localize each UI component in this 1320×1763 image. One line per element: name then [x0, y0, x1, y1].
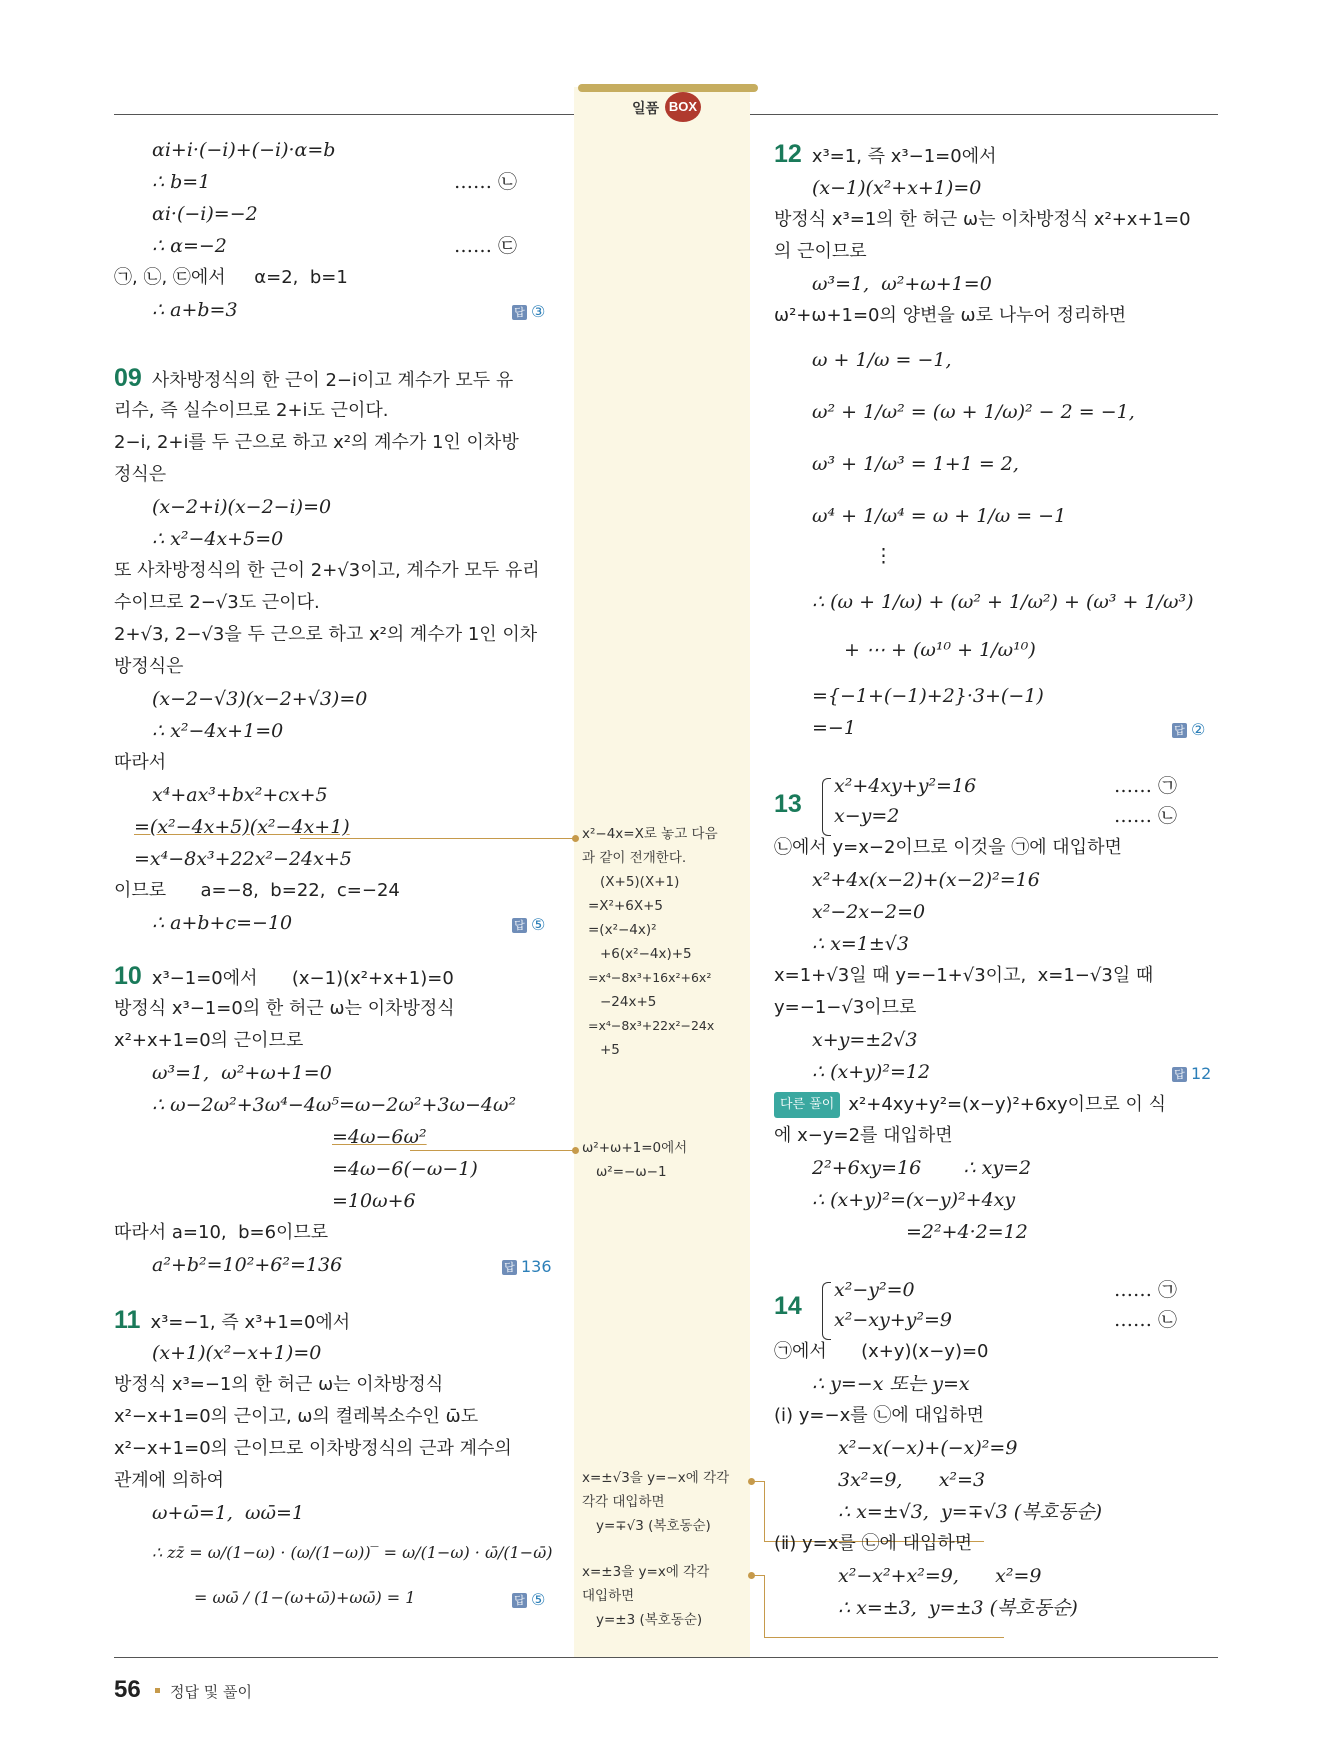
- problem-13-line: =2²+4·2=12: [906, 1221, 1028, 1243]
- note-line: +5: [600, 1042, 620, 1058]
- problem-09-line: ∴ a+b+c=−10: [152, 912, 293, 934]
- problem-11-line: 관계에 의하여: [114, 1470, 225, 1491]
- mark-2: …… ㉡: [454, 171, 518, 193]
- note-line: 각각 대입하면: [582, 1494, 665, 1510]
- answer-top: 답 ③: [512, 302, 545, 321]
- problem-09-line: 수이므로 2−√3도 근이다.: [114, 592, 320, 613]
- note-line: x²−4x=X로 놓고 다음: [582, 826, 718, 842]
- problem-13-number: 13: [774, 790, 802, 818]
- answer-10: 답 136: [502, 1257, 552, 1276]
- note-line: =x⁴−8x³+16x²+6x²: [588, 970, 712, 985]
- problem-13-line: x−y=2: [834, 805, 900, 827]
- note-line: =X²+6X+5: [588, 898, 664, 914]
- mark-2: …… ㉡: [1114, 1309, 1178, 1331]
- alt-solution-badge: 다른 풀이: [774, 1092, 840, 1118]
- problem-10-line: x²+x+1=0의 근이므로: [114, 1030, 304, 1051]
- problem-13-line: ㉡에서 y=x−2이므로 이것을 ㉠에 대입하면: [774, 837, 1122, 858]
- note-line: 과 같이 전개한다.: [582, 850, 687, 866]
- problem-09-line: =(x²−4x+5)(x²−4x+1): [134, 816, 350, 838]
- eq-line: ㉠, ㉡, ㉢에서 α=2, b=1: [114, 267, 348, 288]
- note-line: (X+5)(X+1): [600, 874, 680, 890]
- problem-10-line: 따라서 a=10, b=6이므로: [114, 1222, 329, 1243]
- problem-14-line: ㉠에서 (x+y)(x−y)=0: [774, 1341, 989, 1362]
- problem-10-line: ∴ ω−2ω²+3ω⁴−4ω⁵=ω−2ω²+3ω−4ω²: [152, 1094, 517, 1116]
- note-line: =(x²−4x)²: [588, 922, 657, 938]
- problem-09-line: 정식은: [114, 464, 167, 485]
- note-three: [582, 1560, 709, 1632]
- problem-12-line: =−1: [812, 717, 856, 739]
- problem-13-line: x+y=±2√3: [812, 1029, 918, 1051]
- problem-number: 10: [114, 962, 142, 990]
- problem-09-line: (x−2+i)(x−2−i)=0: [152, 496, 332, 518]
- problem-11-line: 11 x³=−1, 즉 x³+1=0에서: [114, 1306, 351, 1334]
- note-expansion: [582, 822, 718, 1062]
- note-line: y=∓√3 (복호동순): [596, 1518, 711, 1534]
- leader-dot: [572, 835, 579, 842]
- note-line: y=±3 (복호동순): [596, 1612, 703, 1628]
- note-omega: [582, 1136, 687, 1184]
- problem-10-line: 방정식 x³−1=0의 한 허근 ω는 이차방정식: [114, 998, 455, 1019]
- problem-10-line: =10ω+6: [332, 1190, 416, 1212]
- eq-line: ∴ α=−2: [152, 235, 227, 257]
- problem-13-line: x²+4xy+y²=16: [834, 775, 977, 797]
- note-line: x=±√3을 y=−x에 각각: [582, 1470, 730, 1486]
- problem-09-line: 이므로 a=−8, b=22, c=−24: [114, 880, 400, 901]
- problem-12-line: ω⁴ + 1/ω⁴ = ω + 1/ω = −1: [812, 505, 1067, 527]
- problem-14-line: x²−x(−x)+(−x)²=9: [838, 1437, 1018, 1459]
- header-title: 일품: [632, 101, 660, 117]
- problem-14-line: (ⅱ) y=x를 ㉡에 대입하면: [774, 1533, 973, 1554]
- problem-number: 12: [774, 140, 802, 168]
- leader-line: [752, 1481, 765, 1542]
- answer-icon: 답: [512, 918, 527, 933]
- problem-14-line: x²−y²=0: [834, 1279, 915, 1301]
- problem-11-line: x²−x+1=0의 근이고, ω의 켤레복소수인 ω̄도: [114, 1406, 479, 1427]
- page-number: 56: [114, 1676, 141, 1703]
- problem-13-line: x²−2x−2=0: [812, 901, 926, 923]
- answer-icon: 답: [502, 1260, 517, 1275]
- problem-09-line: =x⁴−8x³+22x²−24x+5: [134, 848, 352, 870]
- problem-14-line: ∴ x=±√3, y=∓√3 (복호동순): [838, 1501, 1103, 1523]
- problem-09-line: x⁴+ax³+bx²+cx+5: [152, 784, 328, 806]
- problem-10-line: 10 x³−1=0에서 (x−1)(x²+x+1)=0: [114, 962, 454, 990]
- problem-11-line: 방정식 x³=−1의 한 허근 ω는 이차방정식: [114, 1374, 444, 1395]
- answer-09: 답 ⑤: [512, 915, 545, 934]
- problem-number: 11: [114, 1306, 141, 1334]
- problem-11-line: (x+1)(x²−x+1)=0: [152, 1342, 322, 1364]
- problem-14-line: ∴ x=±3, y=±3 (복호동순): [838, 1597, 1078, 1619]
- leader-line: [752, 1575, 765, 1638]
- problem-12-line: 12 x³=1, 즉 x³−1=0에서: [774, 140, 997, 168]
- footer-bullet: [155, 1688, 160, 1693]
- problem-13-line: ∴ (x+y)²=12: [812, 1061, 931, 1083]
- problem-number: 09: [114, 364, 142, 392]
- mark-1: …… ㉠: [1114, 1279, 1178, 1301]
- problem-14-line: 3x²=9, x²=3: [838, 1469, 986, 1491]
- eq-line: ∴ a+b=3: [152, 299, 238, 321]
- brace-13: [822, 778, 831, 836]
- note-line: ω²+ω+1=0에서: [582, 1140, 688, 1156]
- problem-09-line: ∴ x²−4x+1=0: [152, 720, 284, 742]
- problem-13-line: x²+4x(x−2)+(x−2)²=16: [812, 869, 1040, 891]
- note-line: −24x+5: [600, 994, 657, 1010]
- problem-12-line: ω³=1, ω²+ω+1=0: [812, 273, 992, 295]
- footer-rule: [114, 1657, 1218, 1658]
- problem-12-line: ω² + 1/ω² = (ω + 1/ω)² − 2 = −1,: [812, 401, 1135, 423]
- problem-12-line: + ⋯ + (ω¹⁰ + 1/ω¹⁰): [844, 639, 1036, 661]
- problem-12-line: ={−1+(−1)+2}·3+(−1): [812, 685, 1044, 707]
- problem-12-line: (x−1)(x²+x+1)=0: [812, 177, 982, 199]
- answer-icon: 답: [512, 305, 527, 320]
- note-line: ω²=−ω−1: [596, 1164, 667, 1180]
- problem-11-line: ω+ω̄=1, ωω̄=1: [152, 1502, 305, 1524]
- answer-11: 답 ⑤: [512, 1590, 545, 1609]
- problem-12-line: ω + 1/ω = −1,: [812, 349, 952, 371]
- problem-10-line: a²+b²=10²+6²=136: [152, 1254, 343, 1276]
- problem-09-line: 2−i, 2+i를 두 근으로 하고 x²의 계수가 1인 이차방: [114, 432, 519, 453]
- problem-13-line: x=1+√3일 때 y=−1+√3이고, x=1−√3일 때: [774, 965, 1154, 986]
- eq-line: αi·(−i)=−2: [152, 203, 258, 225]
- problem-09-line: (x−2−√3)(x−2+√3)=0: [152, 688, 368, 710]
- mark-1: …… ㉠: [1114, 775, 1178, 797]
- problem-10-line: =4ω−6(−ω−1): [332, 1158, 478, 1180]
- answer-icon: 답: [512, 1593, 527, 1608]
- problem-12-line: ⋮: [874, 545, 893, 567]
- problem-12-line: 의 근이므로: [774, 241, 867, 262]
- problem-10-line: =4ω−6ω²: [332, 1126, 427, 1148]
- leader-line: [300, 838, 576, 839]
- problem-09-line: 리수, 즉 실수이므로 2+i도 근이다.: [114, 400, 389, 421]
- problem-11-line: ∴ zz̄ = ω/(1−ω) · (ω/(1−ω))‾ = ω/(1−ω) · ω̄/(1−ω̄): [152, 1543, 553, 1562]
- problem-09-line: 또 사차방정식의 한 근이 2+√3이고, 계수가 모두 유리: [114, 560, 540, 581]
- problem-11-line: x²−x+1=0의 근이므로 이차방정식의 근과 계수의: [114, 1438, 512, 1459]
- problem-13-line: ∴ (x+y)²=(x−y)²+4xy: [812, 1189, 1016, 1211]
- problem-12-line: 방정식 x³=1의 한 허근 ω는 이차방정식 x²+x+1=0: [774, 209, 1191, 230]
- header-badge: BOX: [665, 92, 701, 122]
- problem-12-line: ω³ + 1/ω³ = 1+1 = 2,: [812, 453, 1019, 475]
- problem-13-line: y=−1−√3이므로: [774, 997, 917, 1018]
- leader-dot: [572, 1147, 579, 1154]
- problem-13-line: 다른 풀이 x²+4xy+y²=(x−y)²+6xy이므로 이 식: [774, 1092, 1166, 1118]
- answer-icon: 답: [1172, 1067, 1187, 1082]
- note-line: x=±3을 y=x에 각각: [582, 1564, 710, 1580]
- problem-14-line: x²−x²+x²=9, x²=9: [838, 1565, 1042, 1587]
- header-tab: [578, 84, 758, 92]
- problem-14-line: (ⅰ) y=−x를 ㉡에 대입하면: [774, 1405, 985, 1426]
- brace-14: [822, 1282, 831, 1340]
- problem-12-line: ω²+ω+1=0의 양변을 ω로 나누어 정리하면: [774, 305, 1127, 326]
- problem-13-line: 2²+6xy=16 ∴ xy=2: [812, 1157, 1032, 1179]
- mark-2: …… ㉡: [1114, 805, 1178, 827]
- note-line: 대입하면: [582, 1588, 635, 1604]
- problem-14-number: 14: [774, 1292, 802, 1320]
- footer-title: 정답 및 풀이: [170, 1683, 252, 1701]
- problem-09-line: 09 사차방정식의 한 근이 2−i이고 계수가 모두 유: [114, 364, 514, 392]
- problem-13-line: ∴ x=1±√3: [812, 933, 909, 955]
- answer-icon: 답: [1172, 723, 1187, 738]
- problem-09-line: 방정식은: [114, 656, 184, 677]
- eq-line: αi+i·(−i)+(−i)·α=b: [152, 139, 336, 161]
- problem-09-line: ∴ x²−4x+5=0: [152, 528, 284, 550]
- problem-13-line: 에 x−y=2를 대입하면: [774, 1125, 953, 1146]
- problem-09-line: 따라서: [114, 752, 167, 773]
- note-line: +6(x²−4x)+5: [600, 946, 692, 962]
- problem-11-line: = ωω̄ / (1−(ω+ω̄)+ωω̄) = 1: [194, 1588, 416, 1607]
- eq-line: ∴ b=1: [152, 171, 211, 193]
- note-sqrt3: [582, 1466, 729, 1538]
- problem-09-line: 2+√3, 2−√3을 두 근으로 하고 x²의 계수가 1인 이차: [114, 624, 538, 645]
- answer-13: 답 12: [1172, 1064, 1211, 1083]
- note-line: =x⁴−8x³+22x²−24x: [588, 1018, 715, 1033]
- problem-10-line: ω³=1, ω²+ω+1=0: [152, 1062, 332, 1084]
- mark-3: …… ㉢: [454, 235, 518, 257]
- leader-line: [764, 1637, 1004, 1638]
- answer-12: 답 ②: [1172, 720, 1205, 739]
- leader-line: [410, 1150, 576, 1151]
- problem-12-line: ∴ (ω + 1/ω) + (ω² + 1/ω²) + (ω³ + 1/ω³): [812, 591, 1194, 613]
- problem-14-line: ∴ y=−x 또는 y=x: [812, 1373, 970, 1395]
- problem-14-line: x²−xy+y²=9: [834, 1309, 952, 1331]
